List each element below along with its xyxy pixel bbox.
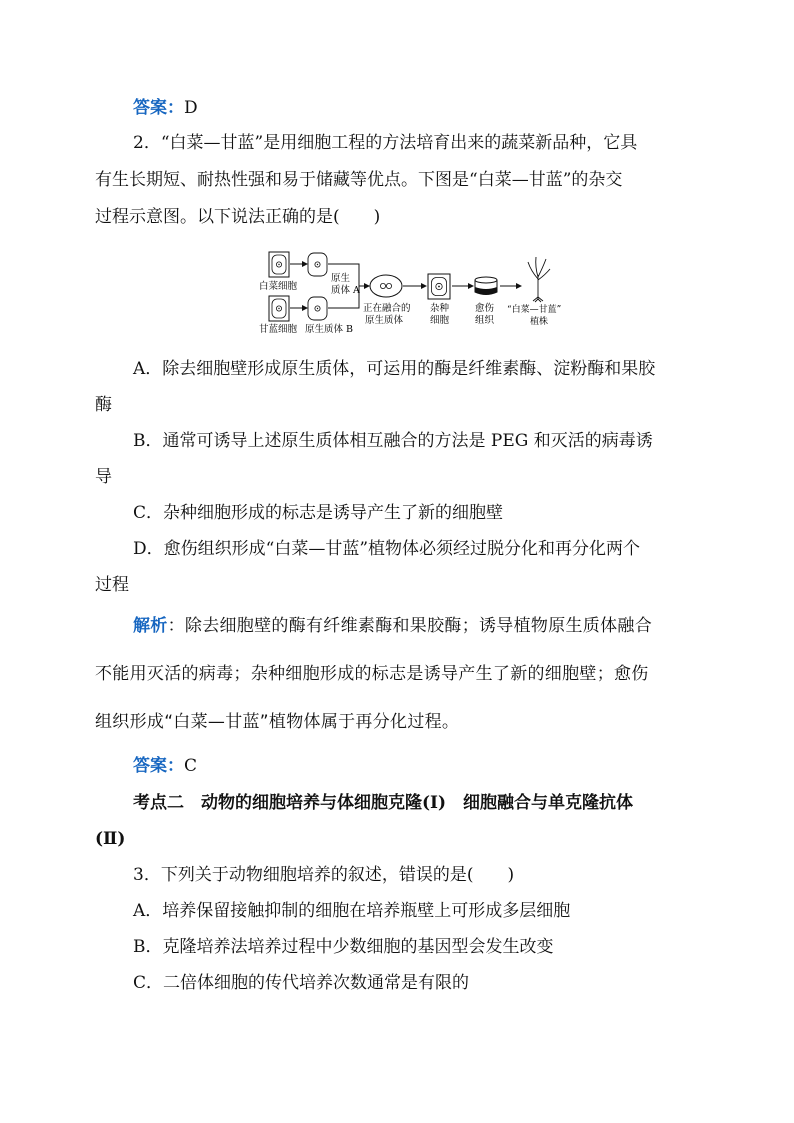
plant-icon	[528, 257, 550, 302]
answer-value: D	[184, 98, 198, 118]
plant-label-1: “白菜—甘蓝”	[507, 305, 562, 315]
protoplast-b-label: 原生质体 B	[305, 324, 354, 335]
protoplast-b-icon	[308, 297, 327, 320]
q2-analysis-line-1	[133, 615, 652, 637]
analysis-label: 解析	[133, 616, 168, 636]
callus-tissue-icon	[475, 277, 497, 295]
callus-label-1: 愈伤	[475, 303, 495, 314]
answer-label: 答案：	[133, 98, 184, 118]
cabbage-cell-label: 白菜细胞	[259, 281, 298, 292]
answer-value: C	[184, 756, 198, 776]
q2-stem-line-2: 有生长期短、耐热性强和易于储藏等优点。下图是“白菜—甘蓝”的杂交	[95, 170, 623, 190]
fusing-label-1: 正在融合的	[363, 303, 411, 314]
q2-option-d-line-2: 过程	[95, 575, 129, 595]
q3-option-b: B．克隆培养法培养过程中少数细胞的基因型会发生改变	[133, 937, 554, 957]
section-heading-line-2: (Ⅱ)	[95, 829, 126, 849]
protoplast-a-label-2: 质体 A	[331, 285, 360, 296]
protoplast-a-label-1: 原生	[331, 273, 351, 284]
q1-answer	[133, 97, 198, 119]
q3-option-a: A．培养保留接触抑制的细胞在培养瓶壁上可形成多层细胞	[133, 901, 571, 921]
callus-label-2: 组织	[475, 315, 495, 326]
q2-analysis-line-3: 组织形成“白菜—甘蓝”植物体属于再分化过程。	[95, 712, 460, 732]
q2-stem-line-3: 过程示意图。以下说法正确的是( )	[95, 207, 381, 227]
plant-label-2: 植株	[530, 317, 549, 327]
q2-stem-line-1: 2．“白菜—甘蓝”是用细胞工程的方法培育出来的蔬菜新品种，它具	[133, 133, 638, 153]
q2-option-d-line-1: D．愈伤组织形成“白菜—甘蓝”植物体必须经过脱分化和再分化两个	[133, 539, 641, 559]
analysis-text-1: ：除去细胞壁的酶有纤维素酶和果胶酶；诱导植物原生质体融合	[167, 616, 653, 636]
q2-answer	[133, 755, 197, 777]
q2-option-b-line-1: B．通常可诱导上述原生质体相互融合的方法是 PEG 和灭活的病毒诱	[133, 431, 653, 451]
kale-cell-label: 甘蓝细胞	[259, 324, 298, 335]
cabbage-cell-icon	[269, 252, 289, 277]
answer-label: 答案：	[133, 756, 184, 776]
fusing-label-2: 原生质体	[365, 315, 404, 326]
q3-option-c: C．二倍体细胞的传代培养次数通常是有限的	[133, 973, 470, 993]
q3-stem: 3．下列关于动物细胞培养的叙述，错误的是( )	[133, 865, 515, 885]
hybridization-diagram	[255, 245, 585, 337]
kale-cell-icon	[269, 296, 289, 321]
hybrid-cell-label-2: 细胞	[430, 315, 450, 326]
q2-option-b-line-2: 导	[95, 467, 112, 487]
hybrid-cell-icon	[428, 274, 450, 299]
q2-option-c: C．杂种细胞形成的标志是诱导产生了新的细胞壁	[133, 503, 504, 523]
q2-option-a-line-2: 酶	[95, 395, 112, 415]
protoplast-a-icon	[308, 253, 327, 276]
q2-option-a-line-1: A．除去细胞壁形成原生质体，可运用的酶是纤维素酶、淀粉酶和果胶	[133, 359, 656, 379]
section-heading-line-1: 考点二 动物的细胞培养与体细胞克隆(Ⅰ) 细胞融合与单克隆抗体	[133, 793, 634, 813]
hybrid-cell-label-1: 杂种	[430, 303, 450, 314]
fusing-protoplast-icon	[370, 275, 402, 297]
q2-analysis-line-2: 不能用灭活的病毒；杂种细胞形成的标志是诱导产生了新的细胞壁；愈伤	[95, 664, 649, 684]
